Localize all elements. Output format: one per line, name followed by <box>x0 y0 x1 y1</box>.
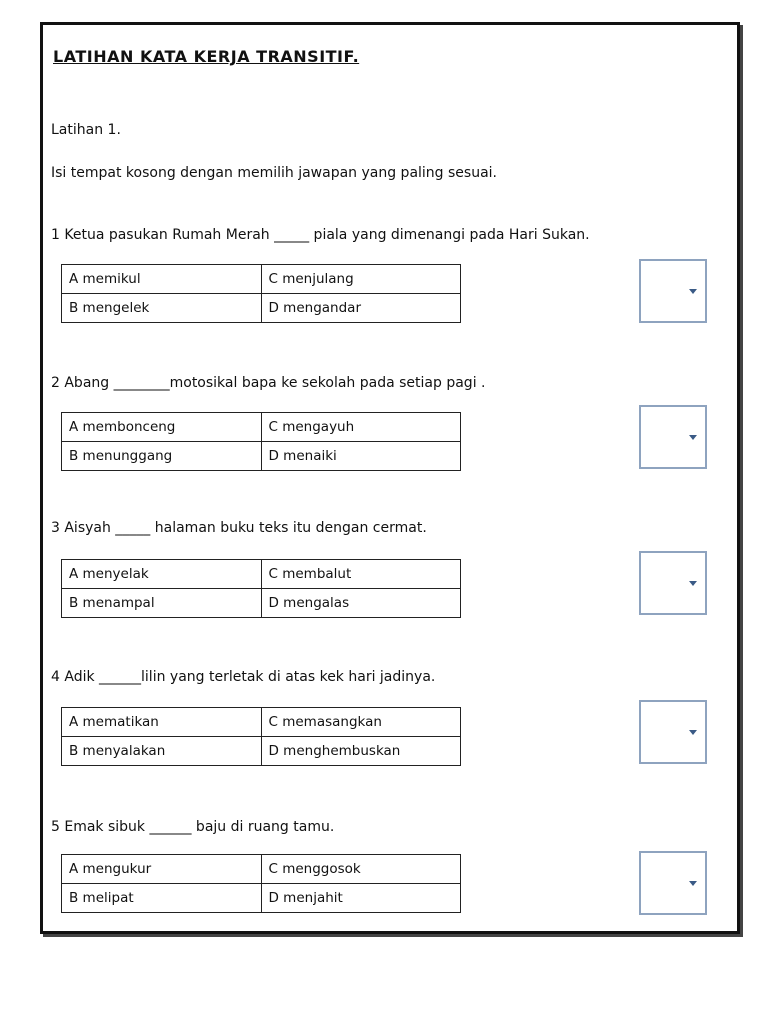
chevron-down-icon <box>689 881 697 886</box>
chevron-down-icon <box>689 289 697 294</box>
chevron-down-icon <box>689 435 697 440</box>
answer-dropdown-3[interactable] <box>639 551 707 615</box>
option-b: B menyalakan <box>62 737 262 766</box>
option-c: C menggosok <box>261 855 461 884</box>
question-1 <box>51 227 731 243</box>
option-d: D menghembuskan <box>261 737 461 766</box>
option-c: C menjulang <box>261 265 461 294</box>
option-a: A memikul <box>62 265 262 294</box>
question-text: 5 Emak sibuk ______ baju di ruang tamu. <box>51 819 335 835</box>
option-d: D mengalas <box>261 589 461 618</box>
options-table-2 <box>61 412 461 471</box>
question-3 <box>51 520 731 536</box>
option-d: D menjahit <box>261 884 461 913</box>
worksheet <box>40 22 740 934</box>
option-b: B mengelek <box>62 294 262 323</box>
option-b: B melipat <box>62 884 262 913</box>
question-text: 2 Abang ________motosikal bapa ke sekolah pada setiap pagi . <box>51 375 486 391</box>
option-a: A mematikan <box>62 708 262 737</box>
answer-dropdown-5[interactable] <box>639 851 707 915</box>
options-table-1 <box>61 264 461 323</box>
option-a: A menyelak <box>62 560 262 589</box>
instruction-text: Isi tempat kosong dengan memilih jawapan yang paling sesuai. <box>51 165 498 181</box>
question-4 <box>51 669 731 685</box>
worksheet-title: LATIHAN KATA KERJA TRANSITIF. <box>53 47 360 66</box>
question-text: 1 Ketua pasukan Rumah Merah _____ piala yang dimenangi pada Hari Sukan. <box>51 227 590 243</box>
option-a: A membonceng <box>62 413 262 442</box>
option-a: A mengukur <box>62 855 262 884</box>
question-2 <box>51 375 731 391</box>
chevron-down-icon <box>689 581 697 586</box>
option-c: C mengayuh <box>261 413 461 442</box>
answer-dropdown-1[interactable] <box>639 259 707 323</box>
option-c: C memasangkan <box>261 708 461 737</box>
answer-dropdown-4[interactable] <box>639 700 707 764</box>
option-c: C membalut <box>261 560 461 589</box>
exercise-heading: Latihan 1. <box>51 122 121 138</box>
options-table-5 <box>61 854 461 913</box>
question-5 <box>51 819 731 835</box>
chevron-down-icon <box>689 730 697 735</box>
option-b: B menampal <box>62 589 262 618</box>
answer-dropdown-2[interactable] <box>639 405 707 469</box>
options-table-4 <box>61 707 461 766</box>
options-table-3 <box>61 559 461 618</box>
option-b: B menunggang <box>62 442 262 471</box>
option-d: D menaiki <box>261 442 461 471</box>
question-text: 3 Aisyah _____ halaman buku teks itu dengan cermat. <box>51 520 427 536</box>
question-text: 4 Adik ______lilin yang terletak di atas kek hari jadinya. <box>51 669 436 685</box>
option-d: D mengandar <box>261 294 461 323</box>
